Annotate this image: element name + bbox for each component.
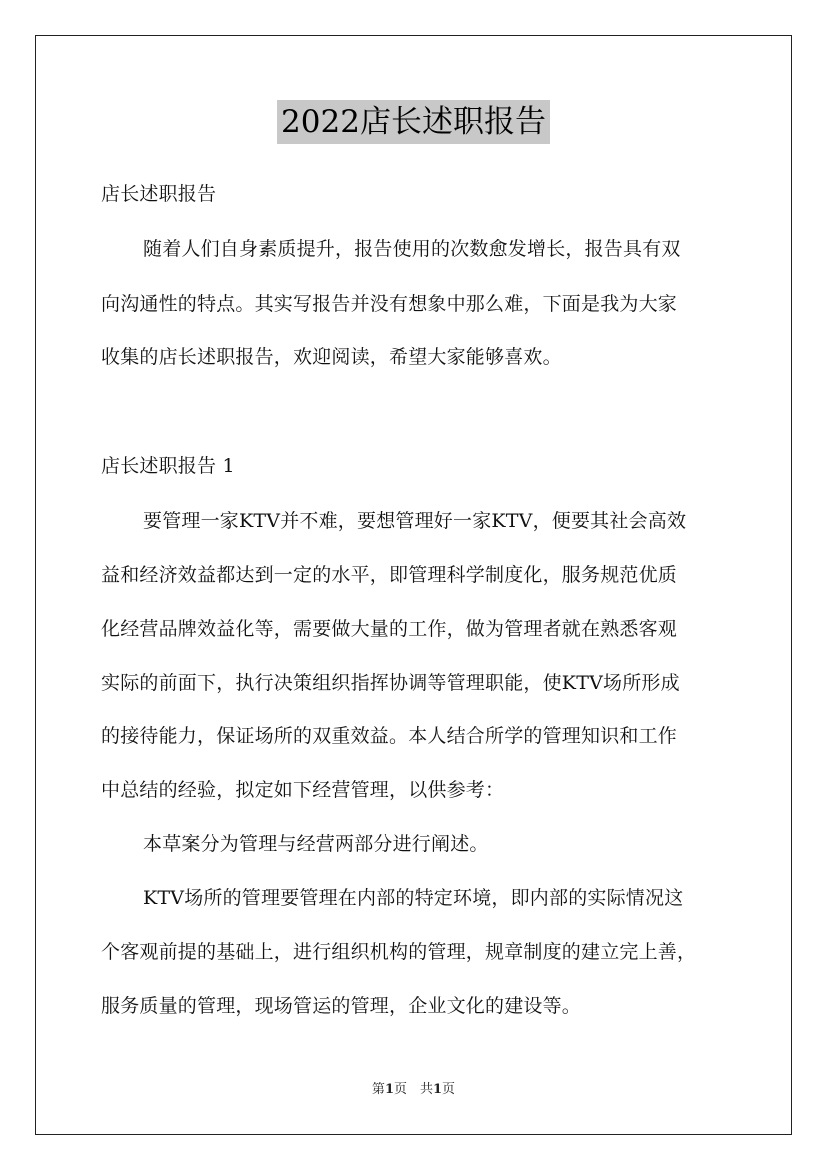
paragraph-line: 益和经济效益都达到一定的水平，即管理科学制度化，服务规范优质 — [101, 564, 678, 586]
paragraph-line: 收集的店长述职报告，欢迎阅读，希望大家能够喜欢。 — [101, 346, 562, 368]
page-footer — [0, 1082, 827, 1098]
paragraph-line: 个客观前提的基础上，进行组织机构的管理，规章制度的建立完上善， — [101, 941, 697, 963]
document-subtitle: 店长述职报告 — [101, 183, 217, 205]
paragraph-line: 的接待能力，保证场所的双重效益。本人结合所学的管理知识和工作 — [101, 725, 678, 747]
paragraph-line: 要管理一家KTV并不难，要想管理好一家KTV，便要其社会高效 — [143, 510, 687, 532]
footer-prefix: 第 — [371, 1082, 385, 1097]
section-heading: 店长述职报告 1 — [101, 455, 235, 477]
footer-total-pages: 1 — [433, 1082, 443, 1097]
footer-mid: 页 共 — [393, 1082, 433, 1097]
paragraph-line: 化经营品牌效益化等，需要做大量的工作，做为管理者就在熟悉客观 — [101, 618, 678, 640]
paragraph-line: 向沟通性的特点。其实写报告并没有想象中那么难，下面是我为大家 — [101, 293, 678, 315]
paragraph-line: KTV场所的管理要管理在内部的特定环境，即内部的实际情况这 — [143, 887, 684, 909]
paragraph-line: 实际的前面下，执行决策组织指挥协调等管理职能，使KTV场所形成 — [101, 672, 680, 694]
paragraph-line: 随着人们自身素质提升，报告使用的次数愈发增长，报告具有双 — [143, 238, 681, 260]
document-title: 2022店长述职报告 — [277, 100, 550, 144]
footer-suffix: 页 — [442, 1082, 456, 1097]
paragraph-line: 中总结的经验，拟定如下经营管理，以供参考： — [101, 779, 505, 801]
paragraph-line: 本草案分为管理与经营两部分进行阐述。 — [143, 833, 489, 855]
footer-current-page: 1 — [384, 1082, 394, 1097]
paragraph-line: 服务质量的管理，现场管运的管理，企业文化的建设等。 — [101, 995, 582, 1017]
title-container — [0, 100, 827, 144]
